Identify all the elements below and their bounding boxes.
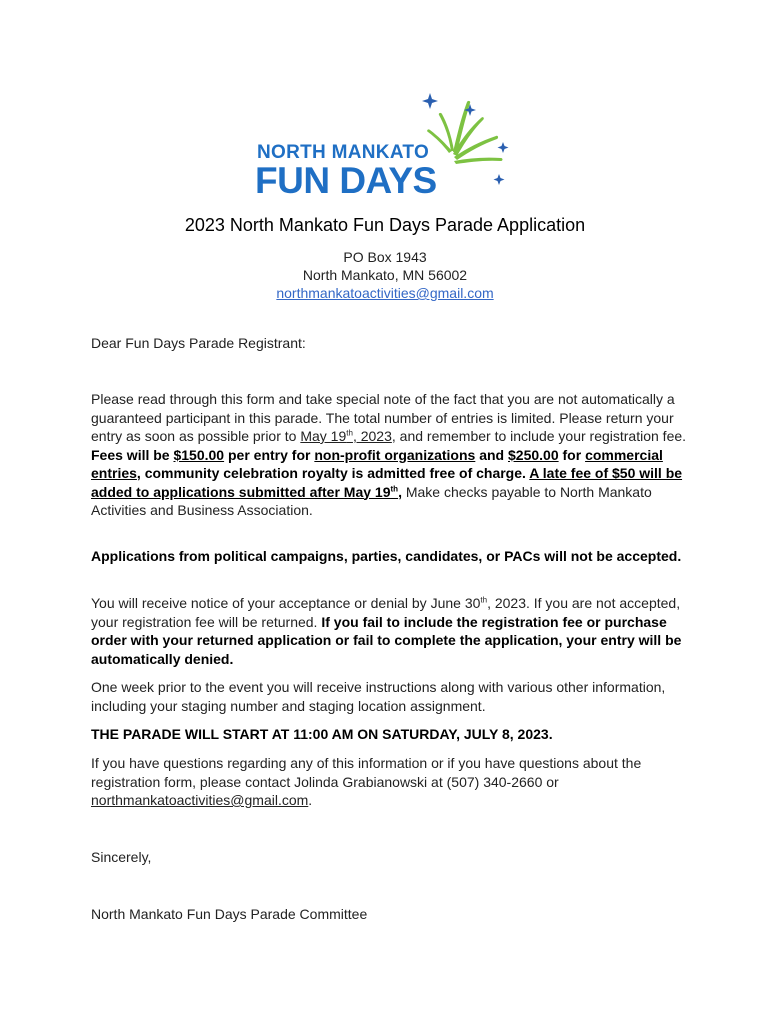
greeting: Dear Fun Days Parade Registrant: [91, 335, 306, 351]
parade-start-time: THE PARADE WILL START AT 11:00 AM ON SATURDAY, JULY 8, 2023. [91, 726, 553, 742]
email-line [0, 285, 770, 301]
paragraph-instructions: One week prior to the event you will receive instructions along with various other information, including your staging number and staging location assignment. [91, 679, 666, 714]
logo-text-fun-days: FUN DAYS [255, 160, 437, 201]
paragraph-intro [91, 390, 691, 520]
contact-email-link[interactable]: northmankatoactivities@gmail.com [91, 792, 309, 808]
closing: Sincerely, [91, 849, 152, 865]
late-fee-notice: A late fee of $50 will be added to applications submitted after May 19th, [91, 465, 683, 500]
city-state-zip: North Mankato, MN 56002 [302, 267, 468, 283]
intro-text-2: , and remember to include your registration fee. [391, 428, 687, 444]
paragraph-contact: If you have questions regarding any of this information or if you have questions about the registration form, please contact Jolinda Grabianowski at (507) 340-2660 or northmankatoactivities@gmail.com. [91, 755, 642, 808]
fees-statement: Fees will be $150.00 per entry for non-profit organizations and $250.00 for commercial entries, community celebration royalty is admitted free of charge. A late fee of $50 will be added to applications submitted after May 19th, [91, 446, 683, 500]
checks-payable: Make checks payable to North Mankato Activities and Business Association. [91, 483, 652, 518]
email-link[interactable]: northmankatoactivities@gmail.com [276, 285, 494, 301]
po-box: PO Box 1943 [343, 249, 427, 265]
page-title: 2023 North Mankato Fun Days Parade Application [184, 215, 586, 235]
paragraph-acceptance: You will receive notice of your acceptance or denial by June 30th, 2023. If you are not accepted, your registration fee will be returned. If you fail to include the registration fee or purchase order with your returned application or fail to complete the application, your entry will be automatically denied. [91, 595, 682, 667]
intro-text: Please read through this form and take special note of the fact that you are not automatically a guaranteed participant in this parade. The total number of entries is limited. Please return your entry as soon as possible prior to [91, 391, 675, 444]
signature: North Mankato Fun Days Parade Committee [91, 906, 368, 922]
fun-days-logo [255, 90, 520, 205]
political-notice: Applications from political campaigns, parties, candidates, or PACs will not be accepted. [91, 548, 682, 564]
logo-text-north-mankato: NORTH MANKATO [257, 142, 430, 163]
deadline-date: May 19th, 2023 [300, 428, 392, 444]
denial-warning: If you fail to include the registration fee or purchase order with your returned application or fail to complete the application, your entry will be automatically denied. [91, 613, 682, 667]
